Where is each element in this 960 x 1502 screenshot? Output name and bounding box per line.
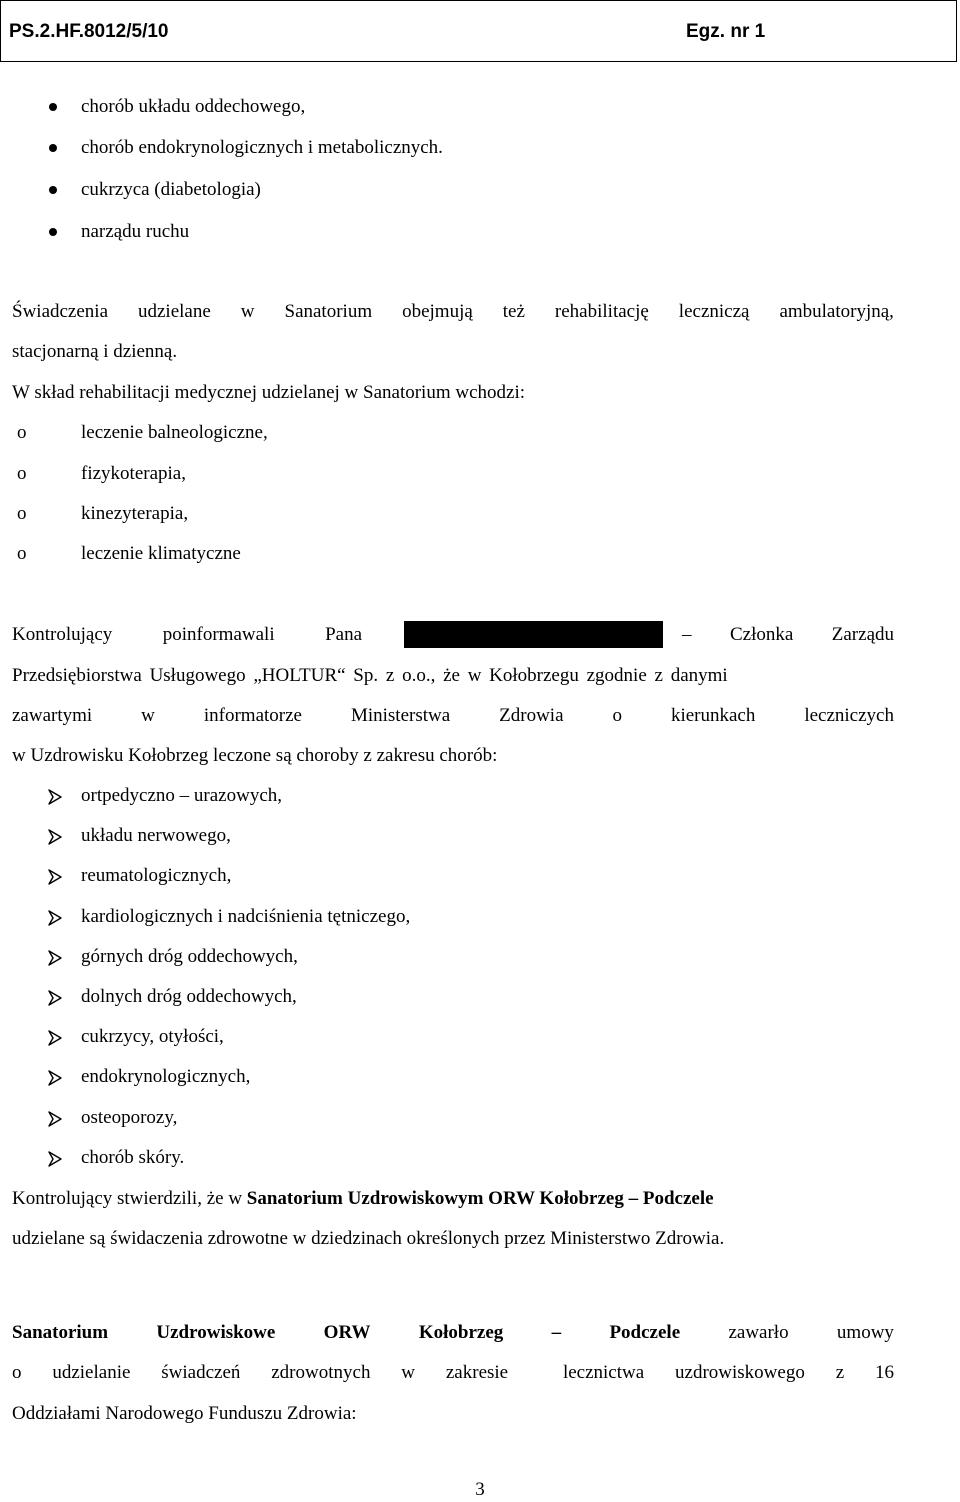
arrow-bullet-icon: [47, 950, 63, 966]
paragraph-line: Sanatorium Uzdrowiskowe ORW Kołobrzeg – Podczele zawarło umowy: [12, 1322, 894, 1343]
document-code: PS.2.HF.8012/5/10: [9, 21, 169, 42]
paragraph-line: Oddziałami Narodowego Funduszu Zdrowia:: [12, 1403, 357, 1424]
paragraph-line: Przedsiębiorstwa Usługowego „HOLTUR“ Sp. z o.o., że w Kołobrzegu zgodnie z danymi: [12, 665, 728, 686]
paragraph-line: w Uzdrowisku Kołobrzeg leczone są choroby z zakresu chorób:: [12, 745, 498, 766]
bullet-dot-icon: [49, 186, 57, 194]
paragraph-line: o udzielanie świadczeń zdrowotnych w zakresie lecznictwa uzdrowiskowego z 16: [12, 1362, 894, 1383]
paragraph-line: Kontrolujący poinformawali Pana: [12, 624, 362, 645]
copy-number: Egz. nr 1: [686, 21, 766, 42]
arrow-bullet-icon: [47, 829, 63, 845]
arrow-bullet-icon: [47, 1111, 63, 1127]
arrow-bullet-icon: [47, 1151, 63, 1167]
bullet-dot-icon: [49, 228, 57, 236]
circle-bullet-icon: o: [17, 463, 27, 484]
arrow-bullet-icon: [47, 869, 63, 885]
document-header: [0, 0, 957, 62]
arrow-bullet-icon: [47, 1070, 63, 1086]
circle-bullet-icon: o: [17, 422, 27, 443]
paragraph-line: stacjonarną i dzienną.: [12, 341, 178, 362]
circle-bullet-icon: o: [17, 543, 27, 564]
page-number: 3: [475, 1479, 485, 1500]
arrow-bullet-icon: [47, 1030, 63, 1046]
paragraph-line: – Członka Zarządu: [682, 624, 894, 645]
redacted-name: [404, 621, 663, 648]
paragraph-line: Kontrolujący stwierdzili, że w Sanatorium Uzdrowiskowym ORW Kołobrzeg – Podczele: [12, 1188, 714, 1209]
bullet-dot-icon: [49, 103, 57, 111]
circle-bullet-icon: o: [17, 503, 27, 524]
arrow-bullet-icon: [47, 910, 63, 926]
paragraph-line: Świadczenia udzielane w Sanatorium obejmują też rehabilitację leczniczą ambulatoryjną,: [12, 301, 894, 322]
paragraph-line: udzielane są świdaczenia zdrowotne w dziedzinach określonych przez Ministerstwo Zdrowia.: [12, 1228, 725, 1249]
arrow-bullet-icon: [47, 789, 63, 805]
paragraph-line: zawartymi w informatorze Ministerstwa Zdrowia o kierunkach leczniczych: [12, 705, 894, 726]
arrow-bullet-icon: [47, 990, 63, 1006]
bullet-dot-icon: [49, 144, 57, 152]
paragraph-line: W skład rehabilitacji medycznej udzielanej w Sanatorium wchodzi:: [12, 382, 525, 403]
